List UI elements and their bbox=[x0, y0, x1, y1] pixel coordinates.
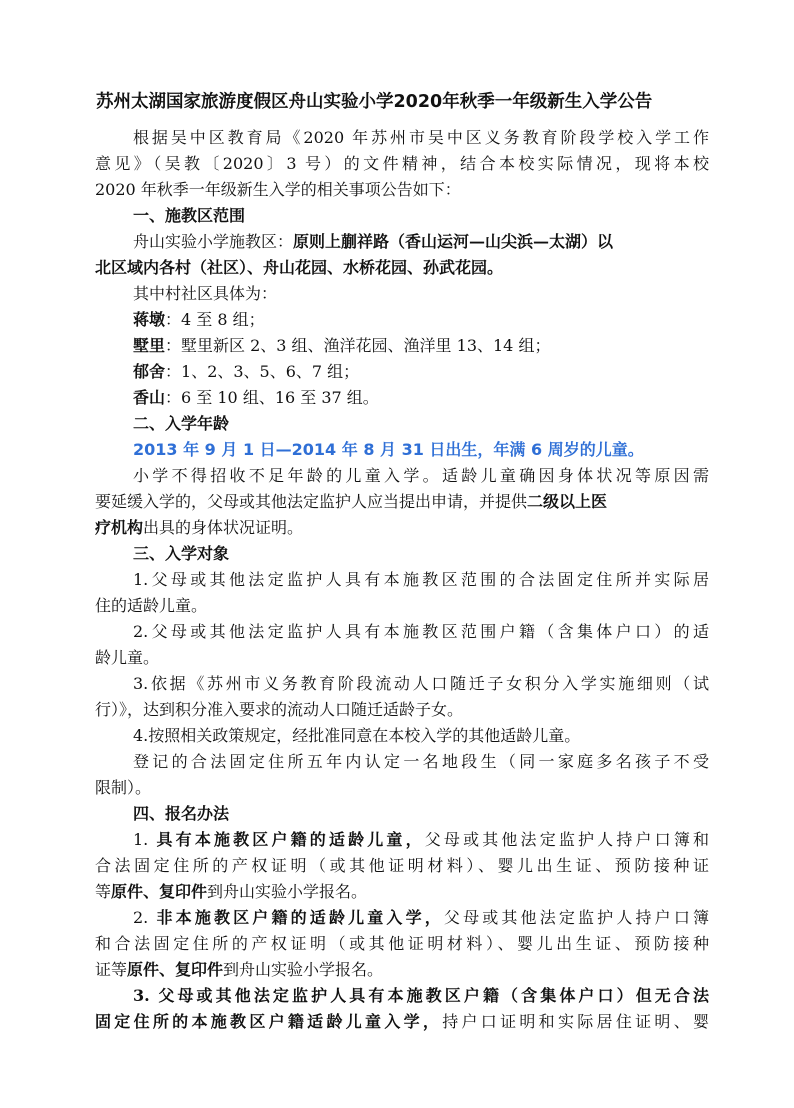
document-title: 苏州太湖国家旅游度假区舟山实验小学2020年秋季一年级新生入学公告 bbox=[96, 92, 653, 112]
item-number: 2. bbox=[133, 908, 157, 927]
item-text: 持户口证明和实际居住证明、婴 bbox=[442, 1012, 709, 1031]
registration-item-1-line-3 bbox=[95, 880, 709, 904]
eligibility-line: 限制）。 bbox=[95, 778, 152, 797]
community-groups: ：4 至 8 组； bbox=[165, 310, 265, 329]
registration-item-3-line-1: 3. 父母或其他法定监护人具有本施教区户籍（含集体户口）但无合法 bbox=[133, 986, 709, 1005]
eligibility-line: 住的适龄儿童。 bbox=[95, 596, 208, 615]
item-subject: 固定住所的本施教区户籍适龄儿童入学， bbox=[95, 1012, 443, 1031]
age-range-highlight: 2013 年 9 月 1 日—2014 年 8 月 31 日出生，年满 6 周岁的儿童。 bbox=[133, 440, 644, 459]
community-item bbox=[133, 308, 709, 332]
intro-line-2: 意见》（吴教〔2020〕3 号）的文件精神，结合本校实际情况，现将本校 bbox=[95, 154, 709, 173]
section-heading-eligibility: 三、入学对象 bbox=[133, 544, 230, 563]
registration-item-2-line-1 bbox=[133, 906, 709, 930]
eligibility-line: 行）》，达到积分准入要求的流动人口随迁适龄子女。 bbox=[95, 700, 464, 719]
community-item bbox=[133, 334, 709, 358]
registration-item-3-line-2 bbox=[95, 1010, 709, 1034]
intro-line-1: 根据吴中区教育局《2020 年苏州市吴中区义务教育阶段学校入学工作 bbox=[133, 128, 709, 147]
item-subject: 具有本施教区户籍的适龄儿童， bbox=[156, 830, 425, 849]
eligibility-line: 龄儿童。 bbox=[95, 648, 160, 667]
community-groups: ：墅里新区 2、3 组、渔洋花园、渔洋里 13、14 组； bbox=[165, 336, 551, 355]
eligibility-line: 1.父母或其他法定监护人具有本施教区范围的合法固定住所并实际居 bbox=[133, 570, 709, 589]
community-item bbox=[133, 360, 709, 384]
scope-boundary: 原则上蒯祥路（香山运河—山尖浜—太湖）以 bbox=[293, 232, 614, 251]
registration-item-1-line-1 bbox=[133, 828, 709, 852]
community-name: 蒋墩 bbox=[133, 310, 166, 329]
age-line-3 bbox=[95, 516, 709, 540]
scope-line-2: 北区域内各村（社区）、舟山花园、水桥花园、孙武花园。 bbox=[95, 258, 504, 277]
section-heading-age: 二、入学年龄 bbox=[133, 414, 230, 433]
item-text: 到舟山实验小学报名。 bbox=[223, 960, 384, 979]
registration-item-2-line-2: 和合法固定住所的产权证明（或其他证明材料）、婴儿出生证、预防接种 bbox=[95, 934, 709, 953]
eligibility-line: 4.按照相关政策规定，经批准同意在本校入学的其他适龄儿童。 bbox=[133, 726, 581, 745]
item-text: 等 bbox=[95, 882, 112, 901]
item-subject: 非本施教区户籍的适龄儿童入学， bbox=[156, 908, 444, 927]
age-line-2 bbox=[95, 490, 709, 514]
age-line-3-text: 出具的身体状况证明。 bbox=[143, 518, 304, 537]
age-line-1: 小学不得招收不足年龄的儿童入学。适龄儿童确因身体状况等原因需 bbox=[133, 466, 709, 485]
eligibility-line: 2.父母或其他法定监护人具有本施教区范围户籍（含集体户口）的适 bbox=[133, 622, 709, 641]
community-name: 墅里 bbox=[133, 336, 166, 355]
age-line-2-text: 要延缓入学的，父母或其他法定监护人应当提出申请，并提供 bbox=[95, 492, 528, 511]
community-groups: ：1、2、3、5、6、7 组； bbox=[165, 362, 360, 381]
item-text: 父母或其他法定监护人持户口簿 bbox=[443, 908, 709, 927]
community-groups: ：6 至 10 组、16 至 37 组。 bbox=[165, 388, 379, 407]
documents-required: 原件、复印件 bbox=[111, 882, 208, 901]
intro-line-3: 2020 年秋季一年级新生入学的相关事项公告如下： bbox=[95, 180, 461, 199]
item-number: 1. bbox=[133, 830, 157, 849]
item-text: 证等 bbox=[95, 960, 128, 979]
section-heading-registration: 四、报名办法 bbox=[133, 804, 230, 823]
documents-required: 原件、复印件 bbox=[127, 960, 224, 979]
section-heading-scope: 一、施教区范围 bbox=[133, 206, 246, 225]
community-name: 香山 bbox=[133, 388, 166, 407]
item-text: 到舟山实验小学报名。 bbox=[207, 882, 368, 901]
scope-line-1 bbox=[133, 230, 709, 254]
registration-item-1-line-2: 合法固定住所的产权证明（或其他证明材料）、婴儿出生证、预防接种证 bbox=[95, 856, 709, 875]
community-name: 郁舍 bbox=[133, 362, 166, 381]
hospital-label: 疗机构 bbox=[95, 518, 144, 537]
eligibility-line: 3.依据《苏州市义务教育阶段流动人口随迁子女积分入学实施细则（试 bbox=[133, 674, 709, 693]
hospital-level: 二级以上医 bbox=[527, 492, 608, 511]
scope-prefix: 舟山实验小学施教区： bbox=[133, 232, 294, 251]
community-item bbox=[133, 386, 709, 410]
scope-line-3: 其中村社区具体为： bbox=[133, 284, 278, 303]
eligibility-line: 登记的合法固定住所五年内认定一名地段生（同一家庭多名孩子不受 bbox=[133, 752, 709, 771]
registration-item-2-line-3 bbox=[95, 958, 709, 982]
item-text: 父母或其他法定监护人持户口簿和 bbox=[424, 830, 709, 849]
